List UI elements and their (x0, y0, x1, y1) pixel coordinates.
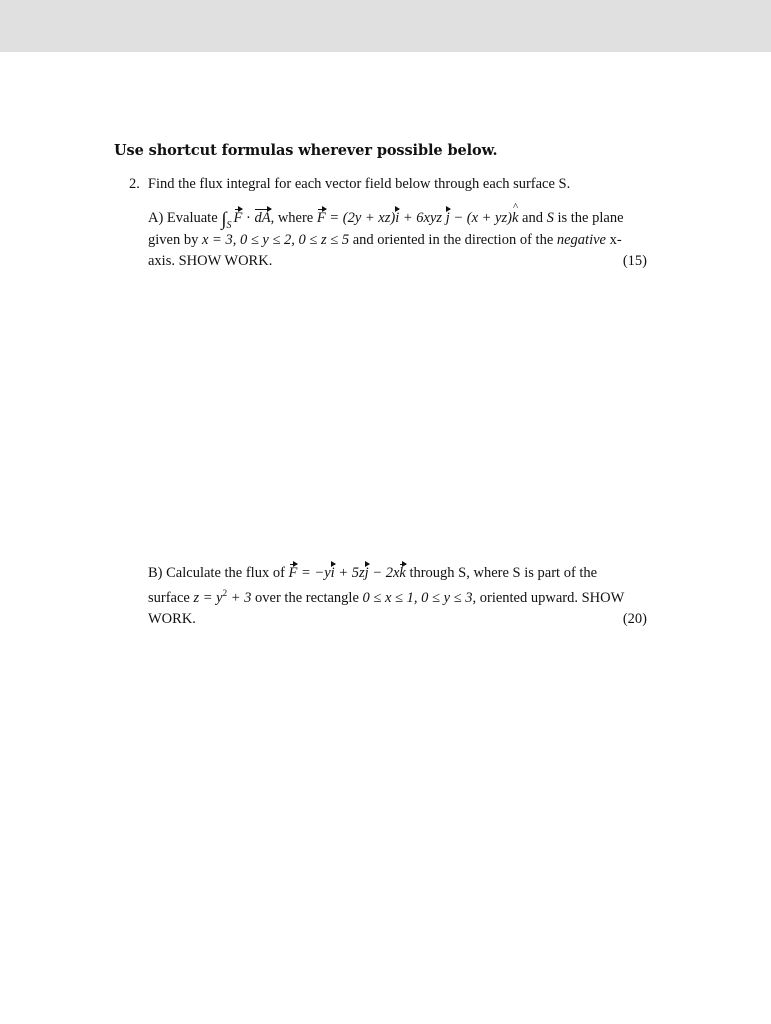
unit-i: i (395, 210, 400, 226)
surface-word: surface (148, 590, 190, 606)
unit-j: j (445, 210, 450, 226)
vector-da: dA (254, 210, 271, 226)
show-work-text: axis. SHOW WORK. (148, 253, 273, 269)
unit-k-hat: ^ k (512, 210, 518, 227)
field-term-2: + 5z (334, 565, 365, 581)
part-b (148, 565, 648, 634)
dot-operator: · (242, 210, 255, 226)
plane-text: is the plane (557, 210, 624, 226)
orientation-text: and oriented in the direction of the (352, 232, 554, 248)
unit-i: i (330, 565, 335, 581)
negative-word: negative (556, 232, 606, 248)
part-b-line-3 (148, 611, 648, 634)
through-text: through S, where S is part of the (409, 565, 598, 581)
part-a-line-3 (148, 253, 648, 276)
surface-equation-lhs: z = y (193, 590, 223, 606)
rectangle-text: over the rectangle (255, 590, 359, 606)
field-term-1: = −y (297, 565, 331, 581)
x-axis-text: x- (609, 232, 622, 248)
unit-j: j (364, 565, 369, 581)
rectangle-bounds: 0 ≤ x ≤ 1, 0 ≤ y ≤ 3 (362, 590, 473, 606)
surface-exponent: 2 (222, 588, 228, 598)
part-a-line-1 (148, 209, 648, 232)
where-text: , where (270, 210, 314, 226)
part-b-line-1 (148, 565, 648, 588)
part-a-label: A) Evaluate (148, 210, 218, 226)
part-b-line-2 (148, 588, 648, 611)
field-term-1: = (2y + xz) (325, 210, 396, 226)
domain-bounds: x = 3, 0 ≤ y ≤ 2, 0 ≤ z ≤ 5 (201, 232, 350, 248)
document-page (0, 52, 771, 1024)
question-heading (129, 176, 570, 193)
given-by-text: given by (148, 232, 199, 248)
work-text: WORK. (148, 611, 196, 627)
surface-s: S (546, 210, 554, 226)
vector-f-lhs: F (288, 565, 298, 581)
part-a (148, 209, 648, 276)
field-term-2: + 6xyz (399, 210, 446, 226)
question-number: 2. (129, 176, 140, 192)
integral-subscript: S (226, 220, 232, 231)
vector-f-integrand: F (233, 210, 243, 226)
question-text: Find the flux integral for each vector field below through each surface S. (147, 176, 571, 192)
oriented-upward-text: , oriented upward. SHOW (472, 590, 625, 606)
part-b-label: B) Calculate the flux of (148, 565, 285, 581)
integral-sign: ∫ (221, 209, 227, 230)
part-a-points: (15) (622, 253, 647, 269)
and-text: and (522, 210, 543, 226)
field-term-3: − 2x (368, 565, 400, 581)
top-bar (0, 0, 771, 52)
part-a-line-2 (148, 232, 648, 253)
part-b-points: (20) (622, 611, 647, 627)
field-term-3: − (x + yz) (449, 210, 512, 226)
unit-k: k (399, 565, 406, 581)
vector-f-lhs: F (316, 210, 326, 226)
instruction-heading: Use shortcut formulas wherever possible below. (114, 142, 498, 159)
surface-equation-rhs: + 3 (227, 590, 252, 606)
